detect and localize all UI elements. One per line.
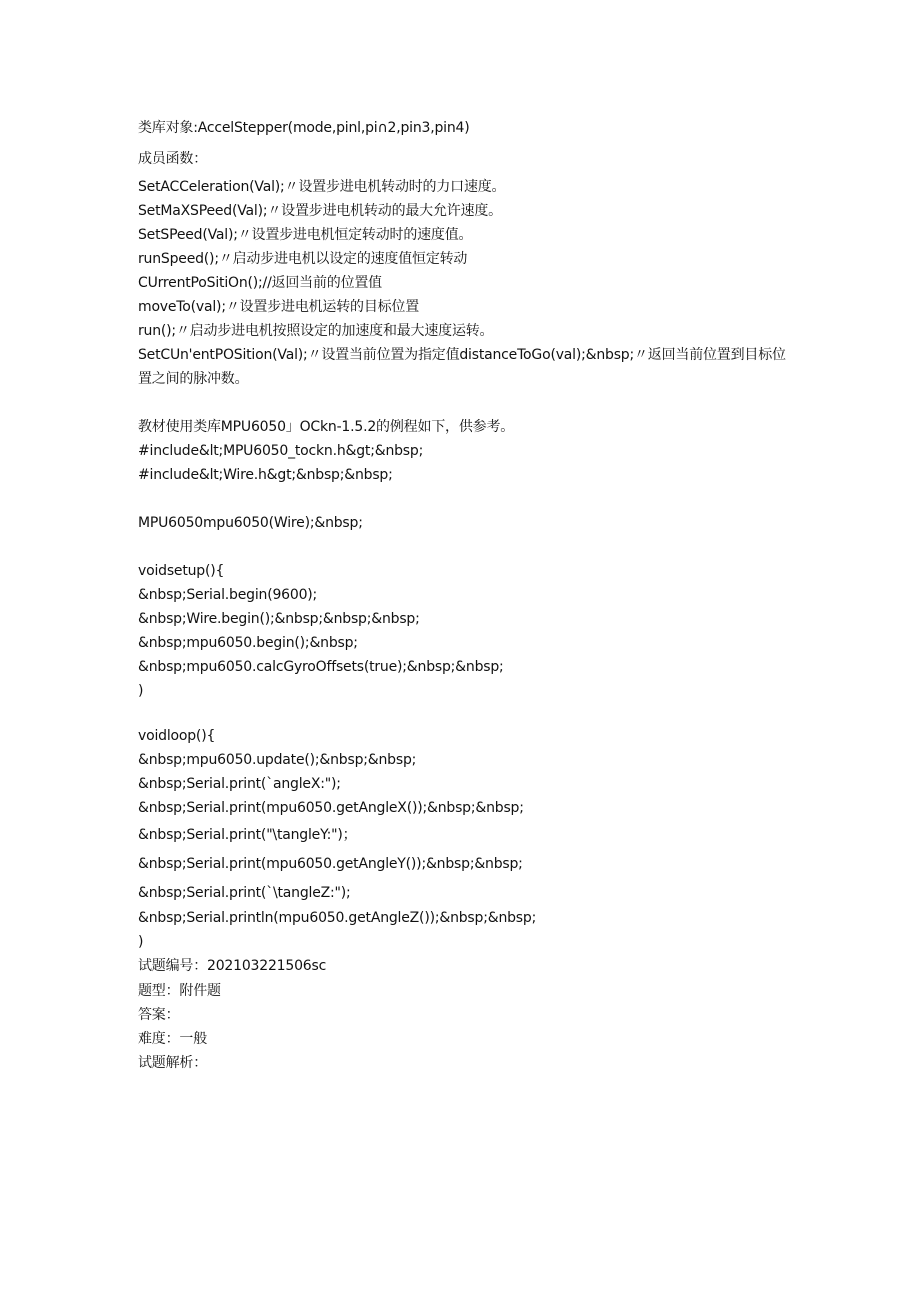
code-line: &nbsp;Serial.print(`angleX:"); <box>138 776 341 792</box>
code-line: #include&lt;Wire.h&gt;&nbsp;&nbsp; <box>138 467 393 483</box>
code-line: &nbsp;Serial.print(mpu6050.getAngleX());&nbsp;&nbsp; <box>138 800 524 816</box>
difficulty: 难度：一般 <box>138 1031 207 1047</box>
code-line: ) <box>138 683 144 699</box>
code-line: SetMaXSPeed(Val);〃设置步进电机转动的最大允许速度。 <box>138 203 502 219</box>
code-line: &nbsp;mpu6050.calcGyroOffsets(true);&nbsp;&nbsp; <box>138 659 504 675</box>
code-line: voidsetup(){ <box>138 563 225 579</box>
code-line: &nbsp;Wire.begin();&nbsp;&nbsp;&nbsp; <box>138 611 420 627</box>
example-intro: 教材使用类库MPU6050」OCkn-1.5.2的例程如下，供参考。 <box>138 419 515 435</box>
code-line: &nbsp;Serial.println(mpu6050.getAngleZ());&nbsp;&nbsp; <box>138 910 537 926</box>
library-object-line: 类库对象:AccelStepper(mode,pinl,pi∩2,pin3,pin4) <box>138 120 470 136</box>
question-type: 题型：附件题 <box>138 983 221 999</box>
code-line: CUrrentPoSitiOn();//返回当前的位置值 <box>138 275 382 291</box>
code-line: moveTo(val);〃设置步进电机运转的目标位置 <box>138 299 420 315</box>
code-line: MPU6050mpu6050(Wire);&nbsp; <box>138 515 363 531</box>
code-line-wrapped: SetCUn'entPOSition(Val);〃设置当前位置为指定值distanceToGo(val);&nbsp;〃返回当前位置到目标位置之间的脉冲数。 <box>138 347 786 387</box>
code-line: &nbsp;Serial.print(mpu6050.getAngleY());&nbsp;&nbsp; <box>138 856 523 872</box>
answer-label: 答案： <box>138 1007 180 1023</box>
question-id: 试题编号：202103221506sc <box>138 958 327 974</box>
code-line: &nbsp;mpu6050.begin();&nbsp; <box>138 635 358 651</box>
code-line: SetSPeed(Val);〃设置步进电机恒定转动时的速度值。 <box>138 227 473 243</box>
code-line: &nbsp;Serial.begin(9600); <box>138 587 318 603</box>
code-line: &nbsp;Serial.print("\tangleY:")； <box>138 827 357 843</box>
code-line: #include&lt;MPU6050_tockn.h&gt;&nbsp; <box>138 443 424 459</box>
code-line: run();〃启动步进电机按照设定的加速度和最大速度运转。 <box>138 323 494 339</box>
code-line: SetACCeleration(Val);〃设置步进电机转动时的力口速度。 <box>138 179 506 195</box>
code-line: voidloop(){ <box>138 728 216 744</box>
member-functions-heading: 成员函数： <box>138 151 207 167</box>
code-line: &nbsp;mpu6050.update();&nbsp;&nbsp; <box>138 752 417 768</box>
code-line: &nbsp;Serial.print(`\tangleZ:"); <box>138 885 351 901</box>
analysis-label: 试题解析： <box>138 1055 207 1071</box>
code-line: ) <box>138 934 144 950</box>
code-line: runSpeed();〃启动步进电机以设定的速度值恒定转动 <box>138 251 468 267</box>
